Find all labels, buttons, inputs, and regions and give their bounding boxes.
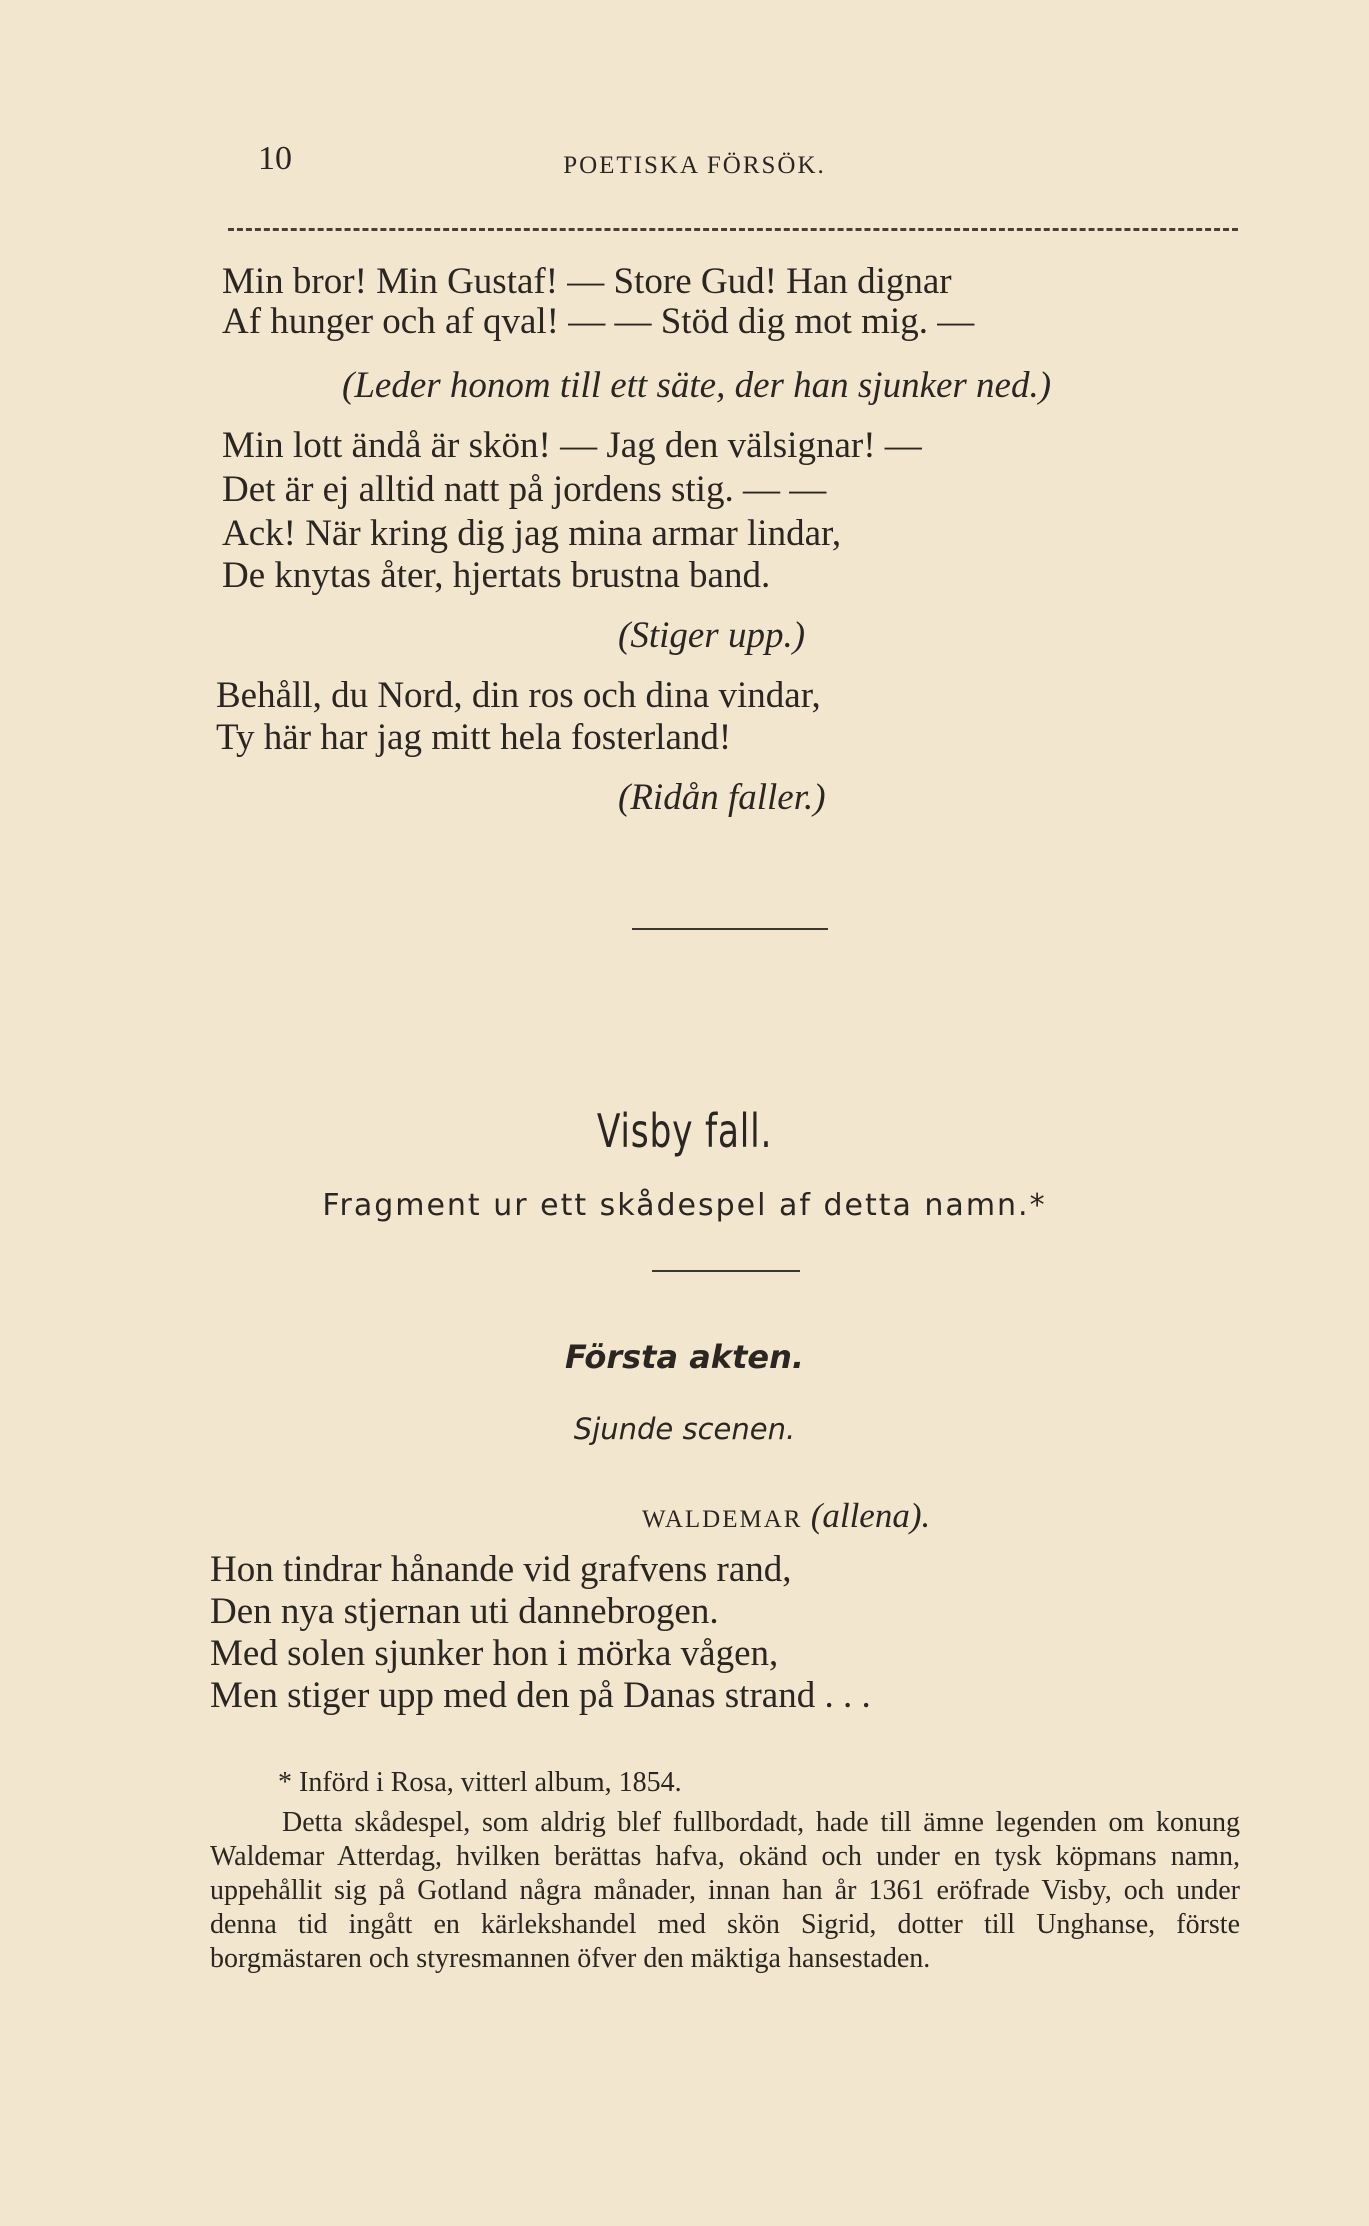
stage-direction: (Leder honom till ett säte, der han sjunker ned.) <box>342 365 1052 406</box>
verse-line: Behåll, du Nord, din ros och dina vindar, <box>216 675 821 716</box>
section-title: Visby fall. <box>596 1104 773 1158</box>
verse-line: Af hunger och af qval! — — Stöd dig mot mig. — <box>222 301 975 342</box>
verse-line: Min bror! Min Gustaf! — Store Gud! Han dignar <box>222 261 952 302</box>
verse-line: Ty här har jag mitt hela fosterland! <box>216 717 732 758</box>
stage-direction: (Ridån faller.) <box>618 777 826 818</box>
verse-line: Min lott ändå är skön! — Jag den välsignar! — <box>222 425 922 466</box>
page-number: 10 <box>258 140 292 177</box>
dashed-separator <box>228 228 1238 231</box>
footnote-source: * Införd i Rosa, vitterl album, 1854. <box>278 1767 682 1798</box>
scene-heading: Sjunde scenen. <box>573 1412 796 1446</box>
verse-line: Den nya stjernan uti dannebrogen. <box>210 1591 719 1632</box>
verse-line: Det är ej alltid natt på jordens stig. — — <box>222 469 827 510</box>
speaker-note: (allena). <box>810 1496 931 1535</box>
verse-line: Hon tindrar hånande vid grafvens rand, <box>210 1549 792 1590</box>
verse-line: Men stiger upp med den på Danas strand . . . <box>210 1675 871 1716</box>
section-subtitle: Fragment ur ett skådespel af detta namn.* <box>322 1188 1047 1223</box>
footnote-paragraph: Detta skådespel, som aldrig blef fullbordadt, hade till ämne legenden om konung Waldemar Atterdag, hvilken berättas hafva, okänd och under en tysk köpmans namn, uppehållit sig på Gotland några månader, innan han år 1361 eröfrade Visby, och under denna tid ingått en kärlekshandel med skön Sigrid, dotter till Unghanse, förste borgmästaren och styresmannen öfver den mäktiga hansestaden. <box>210 1807 1240 1974</box>
verse-line: Ack! När kring dig jag mina armar lindar, <box>222 513 842 554</box>
subtitle-rule <box>652 1270 800 1272</box>
section-rule <box>632 928 828 930</box>
stage-direction: (Stiger upp.) <box>618 615 806 656</box>
speaker-name: WALDEMAR <box>642 1506 803 1533</box>
speaker-line <box>642 1496 930 1536</box>
verse-line: De knytas åter, hjertats brustna band. <box>222 555 771 596</box>
verse-line: Med solen sjunker hon i mörka vågen, <box>210 1633 779 1674</box>
act-heading: Första akten. <box>564 1338 805 1376</box>
running-title: POETISKA FÖRSÖK. <box>563 152 826 179</box>
